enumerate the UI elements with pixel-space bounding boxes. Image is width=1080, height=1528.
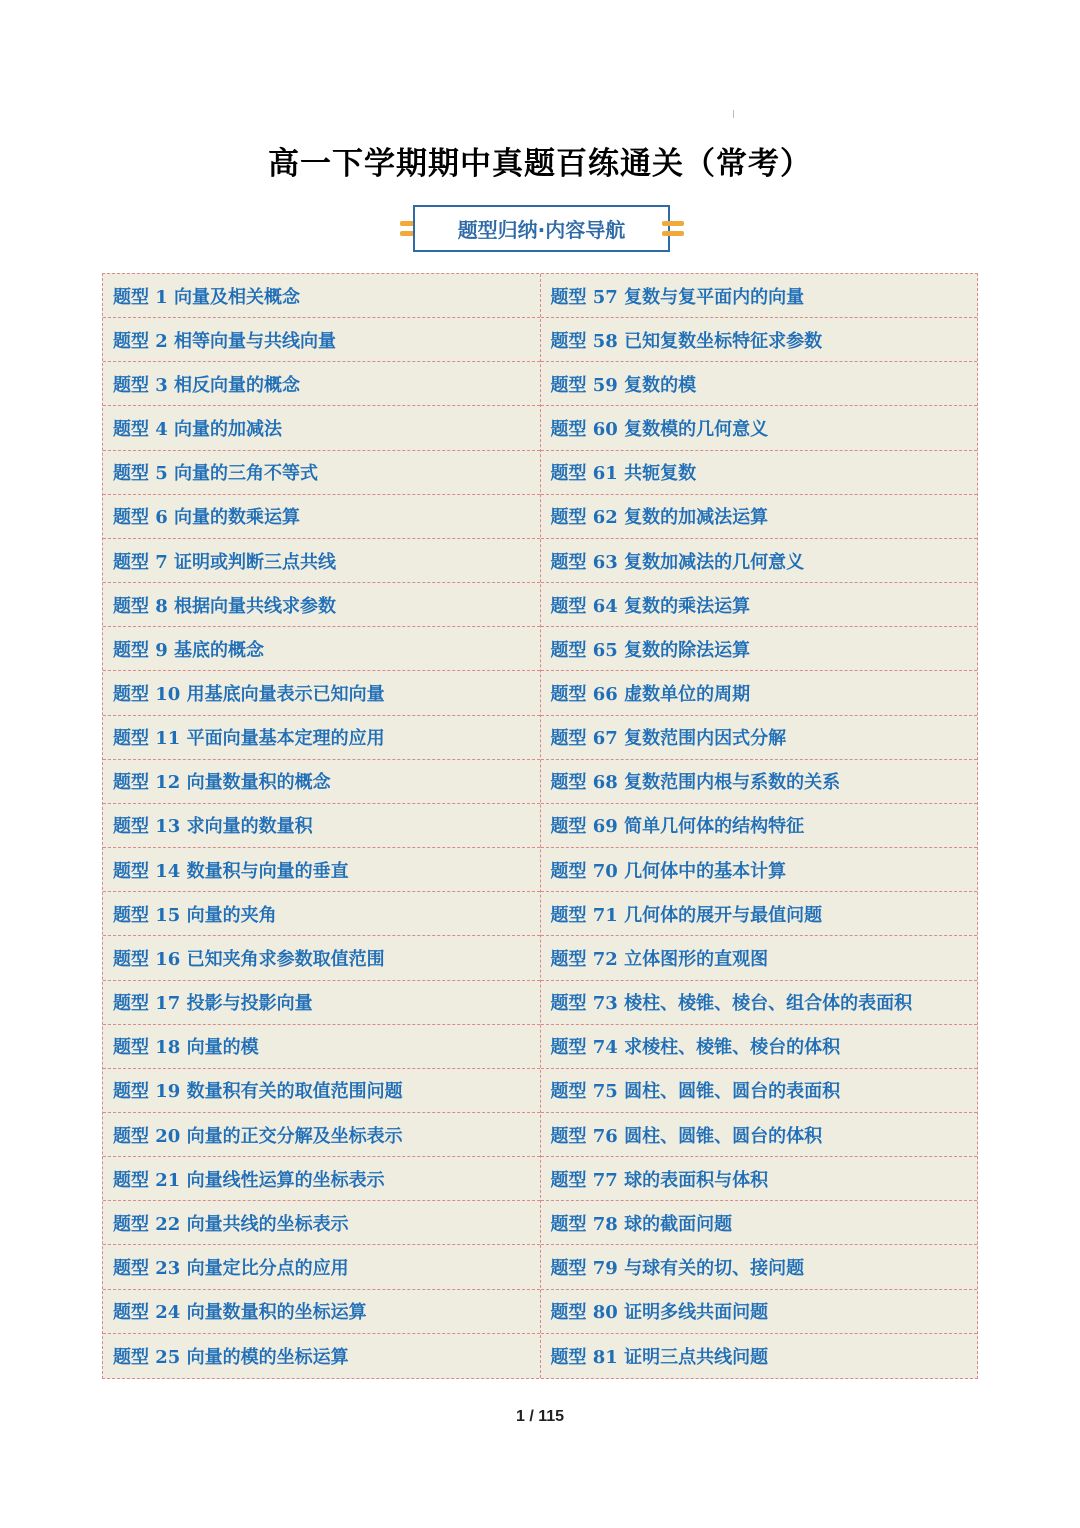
toc-item[interactable]: 题型 58 已知复数坐标特征求参数 bbox=[541, 318, 978, 362]
toc-item[interactable]: 题型 18 向量的模 bbox=[103, 1025, 540, 1069]
toc-item[interactable]: 题型 63 复数加减法的几何意义 bbox=[541, 539, 978, 583]
banner-label: 题型归纳·内容导航 bbox=[413, 205, 670, 252]
banner-right-ornament bbox=[662, 217, 684, 241]
toc-item[interactable]: 题型 74 求棱柱、棱锥、棱台的体积 bbox=[541, 1025, 978, 1069]
toc-column-right bbox=[541, 274, 978, 1378]
toc-item[interactable]: 题型 77 球的表面积与体积 bbox=[541, 1157, 978, 1201]
toc-item[interactable]: 题型 7 证明或判断三点共线 bbox=[103, 539, 540, 583]
toc-item[interactable]: 题型 67 复数范围内因式分解 bbox=[541, 716, 978, 760]
toc-item[interactable]: 题型 64 复数的乘法运算 bbox=[541, 583, 978, 627]
toc-item[interactable]: 题型 61 共轭复数 bbox=[541, 451, 978, 495]
toc-item[interactable]: 题型 78 球的截面问题 bbox=[541, 1201, 978, 1245]
toc-item[interactable]: 题型 76 圆柱、圆锥、圆台的体积 bbox=[541, 1113, 978, 1157]
toc-item[interactable]: 题型 59 复数的模 bbox=[541, 362, 978, 406]
toc-item[interactable]: 题型 70 几何体中的基本计算 bbox=[541, 848, 978, 892]
toc-item[interactable]: 题型 24 向量数量积的坐标运算 bbox=[103, 1290, 540, 1334]
toc-item[interactable]: 题型 65 复数的除法运算 bbox=[541, 627, 978, 671]
toc-item[interactable]: 题型 4 向量的加减法 bbox=[103, 406, 540, 450]
page-indicator: 1 / 115 bbox=[515, 1408, 565, 1425]
toc-item[interactable]: 题型 8 根据向量共线求参数 bbox=[103, 583, 540, 627]
toc-item[interactable]: 题型 71 几何体的展开与最值问题 bbox=[541, 892, 978, 936]
toc-item[interactable]: 题型 73 棱柱、棱锥、棱台、组合体的表面积 bbox=[541, 981, 978, 1025]
toc-item[interactable]: 题型 12 向量数量积的概念 bbox=[103, 760, 540, 804]
toc-item[interactable]: 题型 21 向量线性运算的坐标表示 bbox=[103, 1157, 540, 1201]
toc-item[interactable]: 题型 13 求向量的数量积 bbox=[103, 804, 540, 848]
toc-table bbox=[102, 273, 978, 1379]
page-margin-mark bbox=[733, 110, 734, 118]
toc-item[interactable]: 题型 62 复数的加减法运算 bbox=[541, 495, 978, 539]
section-banner bbox=[400, 205, 685, 255]
page-title: 高一下学期期中真题百练通关（常考） bbox=[268, 146, 812, 182]
toc-item[interactable]: 题型 72 立体图形的直观图 bbox=[541, 936, 978, 980]
toc-item[interactable]: 题型 75 圆柱、圆锥、圆台的表面积 bbox=[541, 1069, 978, 1113]
toc-item[interactable]: 题型 5 向量的三角不等式 bbox=[103, 451, 540, 495]
toc-item[interactable]: 题型 11 平面向量基本定理的应用 bbox=[103, 716, 540, 760]
toc-item[interactable]: 题型 1 向量及相关概念 bbox=[103, 274, 540, 318]
toc-item[interactable]: 题型 22 向量共线的坐标表示 bbox=[103, 1201, 540, 1245]
toc-item[interactable]: 题型 16 已知夹角求参数取值范围 bbox=[103, 936, 540, 980]
toc-item[interactable]: 题型 69 简单几何体的结构特征 bbox=[541, 804, 978, 848]
toc-item[interactable]: 题型 25 向量的模的坐标运算 bbox=[113, 1346, 349, 1368]
toc-item[interactable]: 题型 60 复数模的几何意义 bbox=[541, 406, 978, 450]
toc-item[interactable]: 题型 10 用基底向量表示已知向量 bbox=[103, 671, 540, 715]
toc-item[interactable]: 题型 57 复数与复平面内的向量 bbox=[541, 274, 978, 318]
toc-column-left bbox=[103, 274, 541, 1378]
toc-item[interactable]: 题型 6 向量的数乘运算 bbox=[103, 495, 540, 539]
toc-item[interactable]: 题型 66 虚数单位的周期 bbox=[541, 671, 978, 715]
toc-item[interactable]: 题型 23 向量定比分点的应用 bbox=[103, 1245, 540, 1289]
toc-item[interactable]: 题型 79 与球有关的切、接问题 bbox=[541, 1245, 978, 1289]
toc-item[interactable]: 题型 20 向量的正交分解及坐标表示 bbox=[103, 1113, 540, 1157]
toc-item[interactable]: 题型 19 数量积有关的取值范围问题 bbox=[103, 1069, 540, 1113]
toc-item[interactable]: 题型 17 投影与投影向量 bbox=[103, 981, 540, 1025]
toc-item[interactable]: 题型 3 相反向量的概念 bbox=[103, 362, 540, 406]
toc-item[interactable]: 题型 68 复数范围内根与系数的关系 bbox=[541, 760, 978, 804]
toc-item[interactable]: 题型 2 相等向量与共线向量 bbox=[103, 318, 540, 362]
toc-item[interactable]: 题型 9 基底的概念 bbox=[103, 627, 540, 671]
toc-item[interactable]: 题型 81 证明三点共线问题 bbox=[550, 1346, 769, 1368]
toc-item[interactable]: 题型 80 证明多线共面问题 bbox=[541, 1290, 978, 1334]
toc-item[interactable]: 题型 14 数量积与向量的垂直 bbox=[103, 848, 540, 892]
toc-item[interactable]: 题型 15 向量的夹角 bbox=[103, 892, 540, 936]
